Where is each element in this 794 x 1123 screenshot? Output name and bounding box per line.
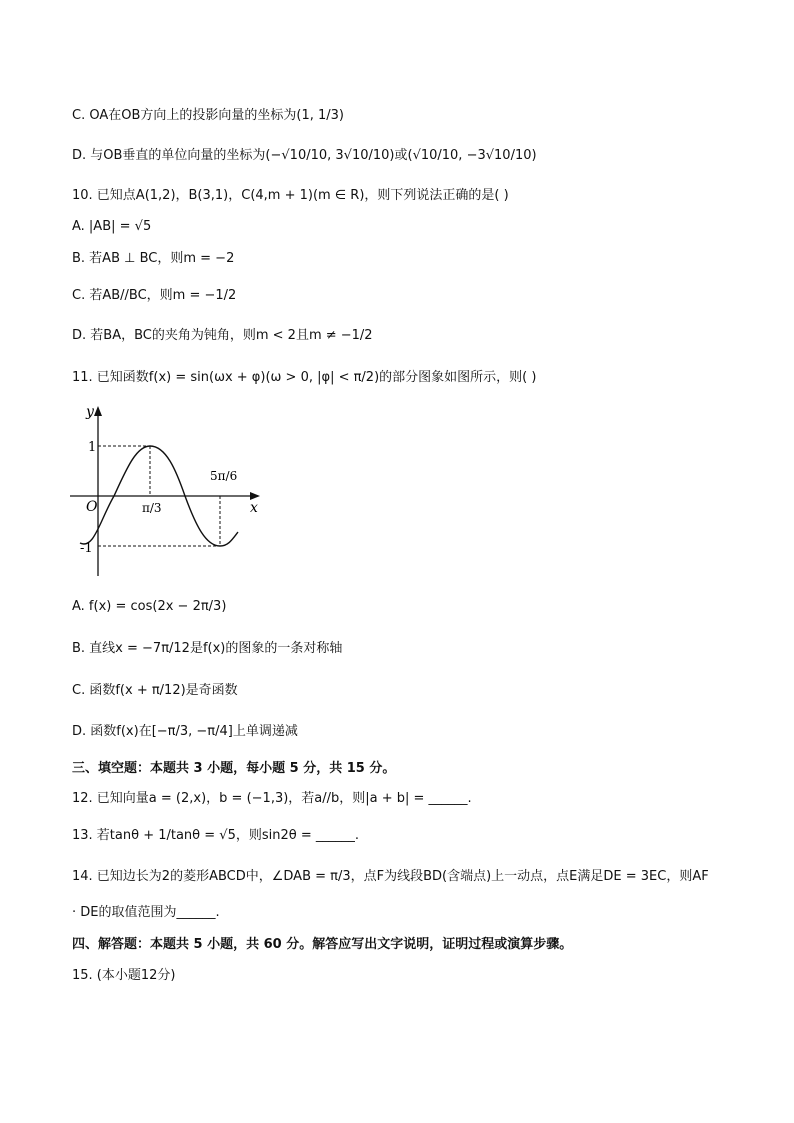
question-10 <box>72 186 509 206</box>
x-axis-arrow <box>250 492 260 500</box>
section-answer-heading-text: 四、解答题：本题共 5 小题，共 60 分。解答应写出文字说明，证明过程或演算步骤。 <box>72 937 573 952</box>
option-11d-text: D. 函数f(x)在[−π/3, −π/4]上单调递减 <box>72 724 298 739</box>
x-axis-label: x <box>250 500 258 516</box>
origin-label: O <box>86 499 98 515</box>
section-answer-heading <box>72 935 572 955</box>
question-14-cont <box>72 903 220 923</box>
question-14-text: 14. 已知边长为2的菱形ABCD中，∠DAB = π/3，点F为线段BD(含端点)上一动点，点E满足DE = 3EC，则AF <box>72 869 709 884</box>
question-15-text: 15. (本小题12分) <box>72 968 176 983</box>
option-10b <box>72 249 234 269</box>
section-fill-in-heading-text: 三、填空题：本题共 3 小题，每小题 5 分，共 15 分。 <box>72 761 396 776</box>
option-10d <box>72 326 373 346</box>
option-10b-text: B. 若AB ⊥ BC，则m = −2 <box>72 251 235 266</box>
option-11c-text: C. 函数f(x + π/12)是奇函数 <box>72 683 238 698</box>
option-9c-text: C. OA在OB方向上的投影向量的坐标为(1, 1/3) <box>72 108 344 123</box>
y-max-label: 1 <box>88 440 97 455</box>
option-10c <box>72 286 236 306</box>
option-9c <box>72 106 344 126</box>
question-14-cont-text: · DE的取值范围为______. <box>72 905 220 920</box>
option-10a <box>72 217 151 237</box>
x-trough-label: 5π/6 <box>210 469 238 483</box>
sine-graph <box>66 400 266 584</box>
sine-graph-svg <box>66 400 266 580</box>
y-min-label: -1 <box>80 541 93 556</box>
option-11a <box>72 597 226 617</box>
question-12-text: 12. 已知向量a = (2,x)，b = (−1,3)，若a//b，则|a + b| = ______. <box>72 791 472 806</box>
question-10-text: 10. 已知点A(1,2)，B(3,1)，C(4,m + 1)(m ∈ R)，则下列说法正确的是( ) <box>72 188 509 203</box>
y-axis-arrow <box>94 406 102 416</box>
option-9d <box>72 146 537 166</box>
option-10c-text: C. 若AB//BC，则m = −1/2 <box>72 288 237 303</box>
question-13 <box>72 826 359 846</box>
question-12 <box>72 789 472 809</box>
x-peak-label: π/3 <box>142 501 162 515</box>
option-9d-text: D. 与OB垂直的单位向量的坐标为(−√10/10, 3√10/10)或(√10/10, −3√10/10) <box>72 148 537 163</box>
question-13-text: 13. 若tanθ + 1/tanθ = √5，则sin2θ = ______. <box>72 828 359 843</box>
question-15 <box>72 966 176 986</box>
section-fill-in-heading <box>72 759 395 779</box>
option-11a-text: A. f(x) = cos(2x − 2π/3) <box>72 599 227 614</box>
option-11b-text: B. 直线x = −7π/12是f(x)的图象的一条对称轴 <box>72 641 343 656</box>
option-11c <box>72 681 238 701</box>
question-11 <box>72 368 536 388</box>
y-axis-label: y <box>86 404 94 420</box>
question-11-text: 11. 已知函数f(x) = sin(ωx + φ)(ω > 0, |φ| < π/2)的部分图象如图所示，则( ) <box>72 370 537 385</box>
option-10d-text: D. 若BA，BC的夹角为钝角，则m < 2且m ≠ −1/2 <box>72 328 373 343</box>
option-11d <box>72 722 298 742</box>
question-14 <box>72 867 709 887</box>
option-11b <box>72 639 342 659</box>
option-10a-text: A. |AB| = √5 <box>72 219 152 234</box>
